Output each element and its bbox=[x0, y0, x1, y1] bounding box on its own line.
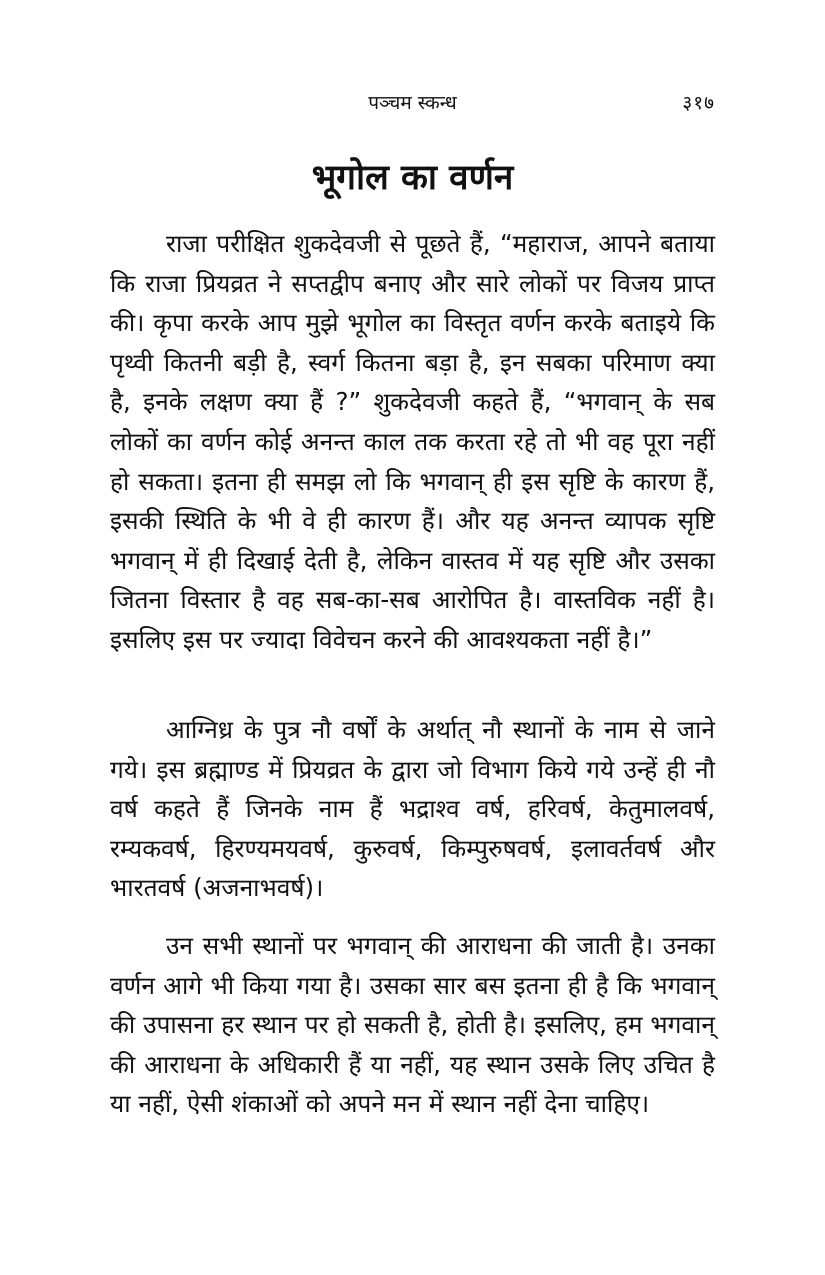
running-header bbox=[110, 88, 715, 118]
body-paragraph: आग्निध्र के पुत्र नौ वर्षों के अर्थात् नौ स्थानों के नाम से जाने गये। इस ब्रह्माण्ड में प्रियव्रत के द्वारा जो विभाग किये गये उन्हें ही नौ वर्ष कहते हैं जिनके नाम हैं भद्राश्व वर्ष, हरिवर्ष, केतुमालवर्ष, रम्यकवर्ष, हिरण्यमयवर्ष, कुरुवर्ष, किम्पुरुषवर्ष, इलावर्तवर्ष और भारतवर्ष (अजनाभवर्ष)। bbox=[110, 715, 715, 903]
chapter-title: भूगोल का वर्णन bbox=[311, 158, 514, 198]
running-header-title: पञ्चम स्कन्ध bbox=[368, 92, 457, 114]
body-paragraph: राजा परीक्षित शुकदेवजी से पूछते हैं, “महाराज, आपने बताया कि राजा प्रियव्रत ने सप्तद्वीप बनाए और सारे लोकों पर विजय प्राप्त की। कृपा करके आप मुझे भूगोल का विस्तृत वर्णन करके बताइये कि पृथ्वी कितनी बड़ी है, स्वर्ग कितना बड़ा है, इन सबका परिमाण क्या है, इनके लक्षण क्या हैं ?” शुकदेवजी कहते हैं, “भगवान् के सब लोकों का वर्णन कोई अनन्त काल तक करता रहे तो भी वह पूरा नहीं हो सकता। इतना ही समझ लो कि भगवान् ही इस सृष्टि के कारण हैं, इसकी स्थिति के भी वे ही कारण हैं। और यह अनन्त व्यापक सृष्टि भगवान् में ही दिखाई देती है, लेकिन वास्तव में यह सृष्टि और उसका जितना विस्तार है वह सब-का-सब आरोपित है। वास्तविक नहीं है। इसलिए इस पर ज्यादा विवेचन करने की आवश्यकता नहीं है।” bbox=[110, 229, 715, 654]
body-paragraph: उन सभी स्थानों पर भगवान् की आराधना की जाती है। उनका वर्णन आगे भी किया गया है। उसका सार बस इतना ही है कि भगवान् की उपासना हर स्थान पर हो सकती है, होती है। इसलिए, हम भगवान् की आराधना के अधिकारी हैं या नहीं, यह स्थान उसके लिए उचित है या नहीं, ऐसी शंकाओं को अपने मन में स्थान नहीं देना चाहिए। bbox=[110, 931, 715, 1119]
page-number: ३१७ bbox=[682, 92, 715, 114]
